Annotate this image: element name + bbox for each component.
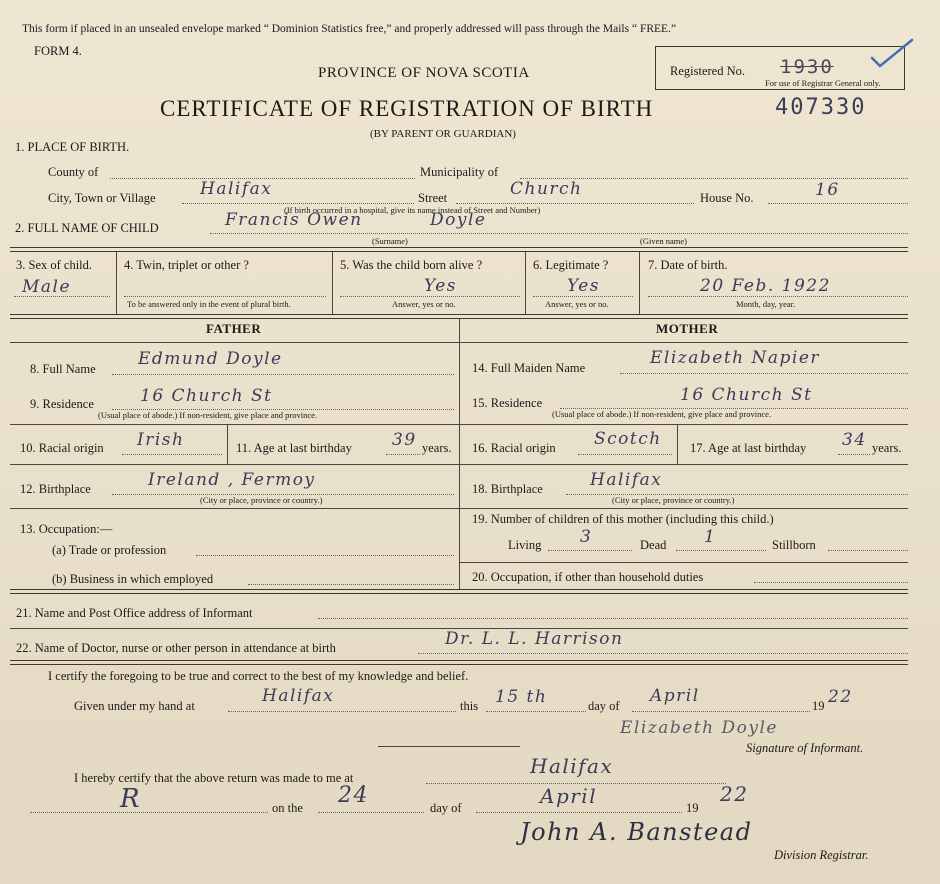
mother-residence-value: 16 Church St (680, 385, 813, 405)
divider-double (10, 660, 908, 665)
divider (10, 342, 908, 343)
father-age-value: 39 (392, 430, 417, 450)
given-day: 15 th (495, 687, 548, 707)
form-number: FORM 4. (34, 44, 82, 58)
father-residence-caption: (Usual place of abode.) If non-resident, give place and province. (98, 410, 318, 420)
certificate-title: CERTIFICATE OF REGISTRATION OF BIRTH (160, 96, 654, 121)
dead-label: Dead (640, 538, 667, 552)
given-month-line (632, 711, 810, 712)
given-place: Halifax (262, 686, 335, 706)
mother-racial-line (578, 454, 672, 455)
registrar-initials: R (120, 784, 142, 814)
street-line (456, 203, 694, 204)
divider (459, 562, 908, 563)
registrar-on-the-label: on the (272, 801, 303, 815)
divider (639, 252, 640, 314)
mother-age-line (838, 454, 870, 455)
birth-date-label: 7. Date of birth. (648, 258, 728, 272)
divider (10, 508, 459, 509)
birth-date-caption: Month, day, year. (736, 299, 796, 309)
county-label: County of (48, 165, 99, 179)
certificate-subtitle: (BY PARENT OR GUARDIAN) (370, 128, 516, 140)
divider (459, 424, 908, 425)
mother-heading: MOTHER (656, 321, 719, 336)
mailing-notice: This form if placed in an unsealed envelope marked “ Dominion Statistics free,” and properly addressed will pass through the Mails “ FREE.” (22, 23, 677, 35)
mother-maiden-value: Elizabeth Napier (650, 348, 821, 368)
birth-date-value: 20 Feb. 1922 (700, 276, 831, 296)
father-birthplace-value: Ireland , Fermoy (148, 470, 316, 490)
dead-value: 1 (704, 527, 717, 547)
living-label: Living (508, 538, 542, 552)
house-line (768, 203, 908, 204)
given-year-prefix: 19 (812, 699, 825, 713)
child-name-label: 2. FULL NAME OF CHILD (15, 221, 159, 235)
sex-value: Male (22, 277, 72, 297)
certification-statement: I certify the foregoing to be true and correct to the best of my knowledge and belief. (48, 669, 469, 683)
mother-residence-caption: (Usual place of abode.) If non-resident, give place and province. (552, 409, 772, 419)
house-label: House No. (700, 191, 754, 205)
father-birthplace-caption: (City or place, province or country.) (200, 495, 323, 505)
alive-value: Yes (424, 276, 458, 296)
informant-signature-caption: Signature of Informant. (746, 741, 864, 755)
sex-label: 3. Sex of child. (16, 258, 93, 272)
city-value: Halifax (200, 179, 273, 199)
given-place-line (228, 711, 456, 712)
mother-maiden-line (620, 373, 908, 374)
registrar-statement: I hereby certify that the above return was made to me at (74, 771, 354, 785)
province-heading: PROVINCE OF NOVA SCOTIA (318, 65, 530, 81)
registered-number: 1930 (780, 56, 834, 78)
mother-birthplace-caption: (City or place, province or country.) (612, 495, 735, 505)
mother-occupation-line (754, 582, 908, 583)
father-heading: FATHER (206, 321, 262, 336)
informant-line (318, 618, 908, 619)
dead-line (676, 550, 766, 551)
divider (378, 746, 520, 747)
given-day-of-label: day of (588, 699, 620, 713)
divider (10, 424, 459, 425)
father-age-line (386, 454, 420, 455)
place-of-birth-heading: 1. PLACE OF BIRTH. (15, 140, 130, 154)
registrar-year-prefix: 19 (686, 801, 699, 815)
stillborn-line (828, 550, 908, 551)
street-label: Street (418, 191, 448, 205)
child-surname: Doyle (430, 210, 487, 230)
mother-birthplace-label: 18. Birthplace (472, 482, 543, 496)
stillborn-label: Stillborn (772, 538, 816, 552)
registered-note: For use of Registrar General only. (765, 78, 881, 88)
given-label: Given under my hand at (74, 699, 195, 713)
divider (459, 464, 908, 465)
city-label: City, Town or Village (48, 191, 156, 205)
surname-caption: (Surname) (372, 236, 408, 246)
father-residence-value: 16 Church St (140, 386, 273, 406)
mother-residence-label: 15. Residence (472, 396, 543, 410)
doctor-value: Dr. L. L. Harrison (445, 629, 624, 649)
business-line (248, 584, 454, 585)
living-line (548, 550, 632, 551)
registrar-month-line (476, 812, 682, 813)
trade-label: (a) Trade or profession (52, 543, 167, 557)
registrar-day: 24 (338, 783, 369, 808)
twin-note: To be answered only in the event of plural birth. (127, 299, 291, 309)
given-year-suffix: 22 (828, 687, 853, 707)
mother-racial-label: 16. Racial origin (472, 441, 556, 455)
given-month: April (650, 686, 700, 706)
registered-label: Registered No. (670, 64, 745, 78)
alive-label: 5. Was the child born alive ? (340, 258, 483, 272)
registrar-day-of-label: day of (430, 801, 462, 815)
sex-line (14, 296, 110, 297)
doctor-line (418, 653, 908, 654)
check-mark-icon (868, 36, 916, 72)
city-line (182, 203, 414, 204)
given-day-line (486, 711, 586, 712)
mother-occupation-label: 20. Occupation, if other than household duties (472, 570, 704, 584)
given-name-caption: (Given name) (640, 236, 687, 246)
twin-line (124, 296, 326, 297)
municipality-label: Municipality of (420, 165, 499, 179)
father-residence-label: 9. Residence (30, 397, 94, 411)
trade-line (196, 555, 454, 556)
parents-divider (459, 318, 460, 590)
mother-maiden-label: 14. Full Maiden Name (472, 361, 586, 375)
child-name-line (210, 233, 908, 234)
divider (677, 424, 678, 464)
twin-label: 4. Twin, triplet or other ? (124, 258, 249, 272)
this-label: this (460, 699, 479, 713)
informant-signature: Elizabeth Doyle (620, 718, 778, 738)
divider (332, 252, 333, 314)
father-racial-label: 10. Racial origin (20, 441, 104, 455)
divider-double (10, 247, 908, 252)
legitimate-value: Yes (567, 276, 601, 296)
divider (227, 424, 228, 464)
business-label: (b) Business in which employed (52, 572, 214, 586)
father-name-line (112, 374, 454, 375)
registrar-caption: Division Registrar. (774, 848, 869, 862)
father-name-label: 8. Full Name (30, 362, 96, 376)
child-given-names: Francis Owen (225, 210, 363, 230)
mother-age-label: 17. Age at last birthday (690, 441, 807, 455)
mother-years-label: years. (872, 441, 902, 455)
registrar-place: Halifax (530, 754, 614, 778)
living-value: 3 (580, 527, 593, 547)
stamped-number: 407330 (775, 95, 867, 120)
alive-caption: Answer, yes or no. (392, 299, 456, 309)
divider (525, 252, 526, 314)
mother-racial-value: Scotch (594, 429, 662, 449)
father-racial-value: Irish (137, 430, 185, 450)
house-value: 16 (815, 180, 840, 200)
street-value: Church (510, 179, 583, 199)
hospital-note: (If birth occurred in a hospital, give its name instead of Street and Number) (284, 205, 541, 215)
doctor-label: 22. Name of Doctor, nurse or other person in attendance at birth (16, 641, 336, 655)
birth-date-line (648, 296, 908, 297)
legitimate-caption: Answer, yes or no. (545, 299, 609, 309)
father-age-label: 11. Age at last birthday (236, 441, 352, 455)
mother-age-value: 34 (842, 430, 867, 450)
divider (116, 252, 117, 314)
father-name-value: Edmund Doyle (138, 349, 283, 369)
father-birthplace-label: 12. Birthplace (20, 482, 91, 496)
alive-line (340, 296, 520, 297)
divider (10, 464, 459, 465)
registrar-year-suffix: 22 (720, 782, 749, 806)
father-occupation-label: 13. Occupation:— (20, 522, 113, 536)
registrar-month: April (540, 784, 598, 808)
mother-children-label: 19. Number of children of this mother (including this child.) (472, 512, 774, 526)
mother-birthplace-value: Halifax (590, 470, 663, 490)
legitimate-label: 6. Legitimate ? (533, 258, 609, 272)
legitimate-line (533, 296, 633, 297)
father-years-label: years. (422, 441, 452, 455)
registrar-initials-line (30, 812, 268, 813)
informant-label: 21. Name and Post Office address of Informant (16, 606, 253, 620)
registrar-signature: John A. Banstead (520, 818, 753, 846)
registrar-day-line (318, 812, 424, 813)
divider-double (10, 589, 908, 594)
father-racial-line (122, 454, 222, 455)
divider (459, 508, 908, 509)
